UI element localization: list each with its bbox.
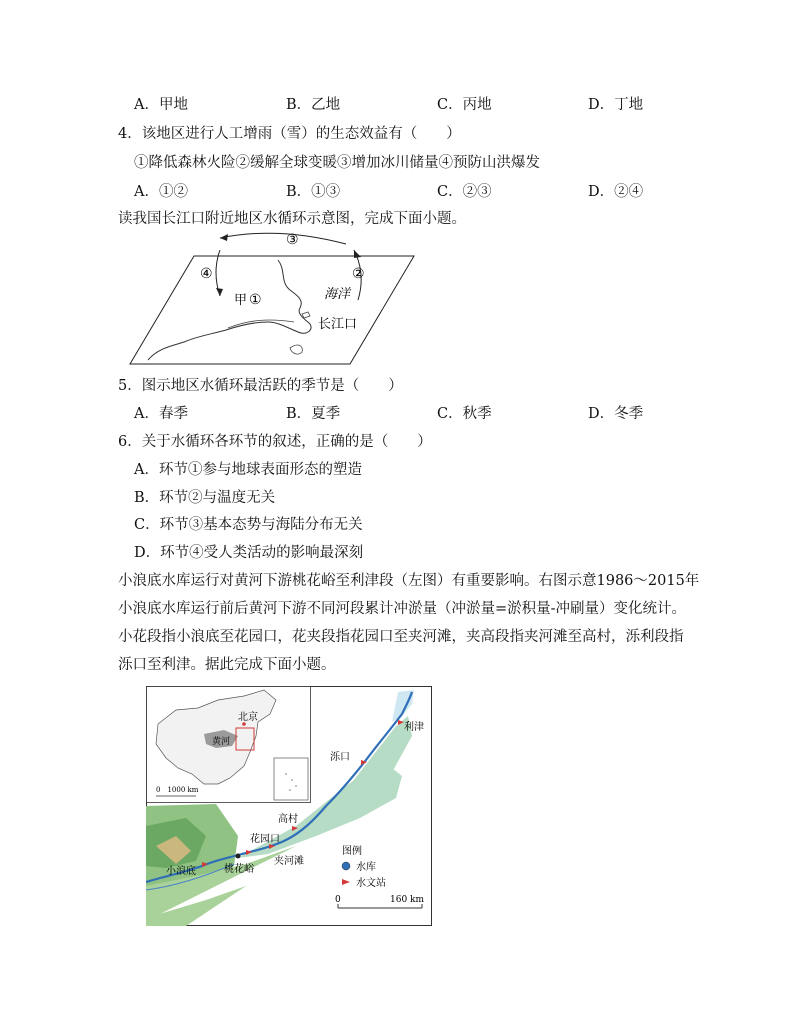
coastline (148, 260, 311, 360)
legend-title: 图例 (342, 846, 362, 857)
q3-option-a: A．甲地 (134, 97, 188, 113)
label-3: ③ (286, 232, 299, 248)
reservoir-legend-icon (342, 862, 350, 870)
q3-option-c: C．丙地 (437, 97, 492, 113)
map-frame (130, 256, 414, 364)
label-estuary: 长江口 (318, 317, 358, 332)
q4-option-b: B．①③ (286, 184, 341, 200)
arrow-head-2 (354, 250, 361, 258)
scale-distance: 160 km (390, 895, 425, 905)
q3-option-b: B．乙地 (286, 97, 341, 113)
place-jiahetan: 夹河滩 (274, 856, 304, 867)
south-china-sea-inset (274, 758, 308, 800)
q6-stem: 6．关于水循环各环节的叙述，正确的是（ ） (118, 434, 432, 450)
island-dot (289, 789, 291, 791)
q6-option-d: D．环节④受人类活动的影响最深刻 (134, 545, 364, 561)
river-intro-line-4: 泺口至利津。据此完成下面小题。 (118, 657, 336, 673)
q4-option-a: A．①② (134, 184, 188, 200)
river-intro-line-3: 小花段指小浪底至花园口，花夹段指花园口至夹河滩，夹高段指夹河滩至高村，泺利段指 (118, 629, 684, 645)
place-luokou: 泺口 (330, 752, 350, 763)
q6-option-c: C．环节③基本态势与海陆分布无关 (134, 517, 363, 533)
label-2: ② (352, 266, 365, 282)
q5-option-d: D．冬季 (588, 406, 644, 422)
island-dot (291, 779, 293, 781)
taohuayu-point (236, 854, 241, 859)
inset-huanghe-label: 黄河 (212, 737, 231, 747)
arrow-head-3 (220, 234, 228, 241)
q5-option-b: B．夏季 (286, 406, 341, 422)
label-jia: 甲 (234, 293, 248, 308)
place-huayuankou: 花园口 (250, 834, 280, 845)
label-sea: 海洋 (324, 287, 351, 302)
label-4: ④ (200, 266, 213, 282)
island (290, 345, 302, 354)
place-gaocun: 高村 (278, 814, 298, 825)
yellow-river-map (146, 686, 432, 926)
label-1: ① (249, 292, 262, 308)
q4-option-c: C．②③ (437, 184, 492, 200)
island-dot (285, 773, 287, 775)
inset-scale-label: 0 1000 km (156, 786, 199, 794)
legend-reservoir: 水库 (356, 862, 376, 873)
river-intro-line-1: 小浪底水库运行对黄河下游桃花峪至利津段（左图）有重要影响。右图示意1986～2015年 (118, 573, 700, 589)
island-dot (295, 785, 297, 787)
q4-stem: 4．该地区进行人工增雨（雪）的生态效益有（ ） (118, 126, 461, 142)
water-cycle-intro: 读我国长江口附近地区水循环示意图，完成下面小题。 (118, 211, 466, 227)
inset-beijing-label: 北京 (238, 712, 258, 723)
place-taohuayu: 桃花峪 (224, 864, 254, 875)
islet (302, 312, 310, 318)
q5-option-a: A．春季 (134, 406, 188, 422)
q5-stem: 5．图示地区水循环最活跃的季节是（ ） (118, 378, 403, 394)
legend-station: 水文站 (356, 878, 386, 889)
vapor-transport-arrow (220, 233, 346, 244)
q4-statements: ①降低森林火险②缓解全球变暖③增加冰川储量④预防山洪爆发 (134, 155, 540, 171)
place-xiaolangdi: 小浪底 (166, 866, 196, 877)
arrow-head-4 (216, 288, 223, 296)
q3-option-d: D．丁地 (588, 97, 644, 113)
q5-option-c: C．秋季 (437, 406, 492, 422)
q6-option-a: A．环节①参与地球表面形态的塑造 (134, 462, 362, 478)
place-lijin: 利津 (404, 722, 424, 733)
q6-option-b: B．环节②与温度无关 (134, 490, 276, 506)
river-intro-line-2: 小浪底水库运行前后黄河下游不同河段累计冲淤量（冲淤量=淤积量-冲刷量）变化统计。 (118, 601, 687, 617)
q4-option-d: D．②④ (588, 184, 644, 200)
scale-zero: 0 (335, 895, 341, 905)
water-cycle-figure (128, 230, 418, 368)
